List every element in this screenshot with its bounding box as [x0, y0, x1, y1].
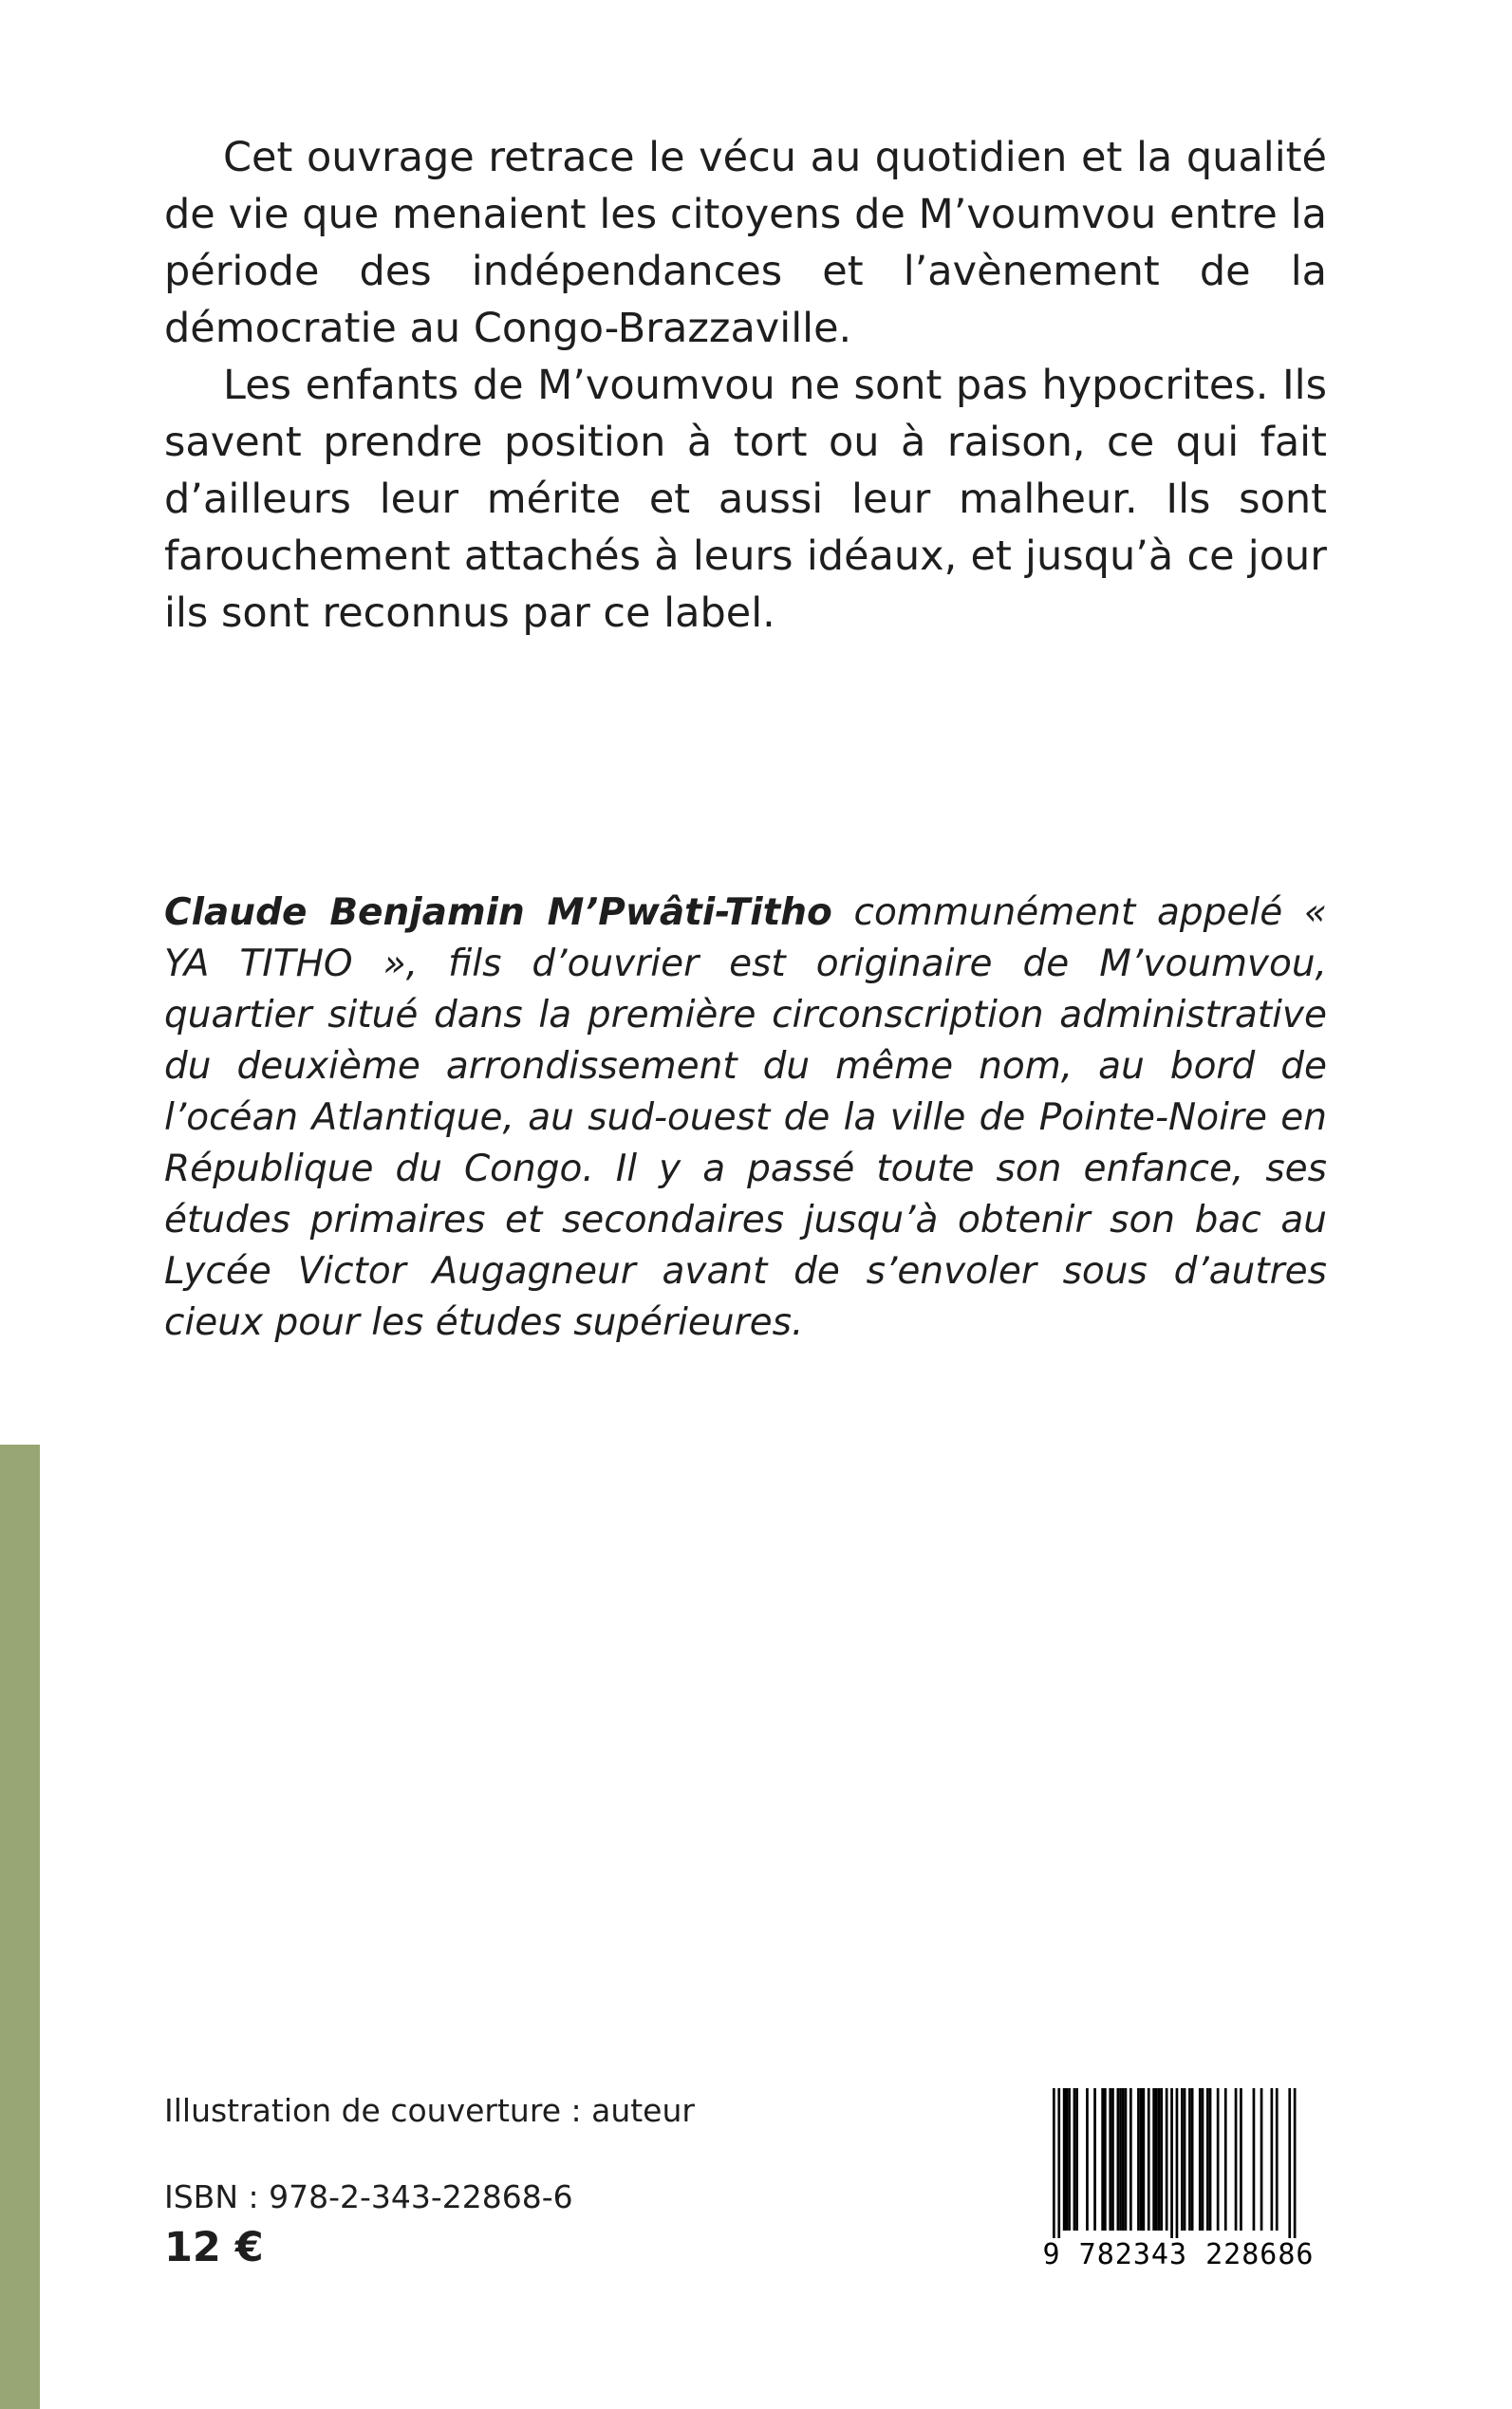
barcode-bar [1075, 2088, 1078, 2231]
barcode-bar [1191, 2088, 1194, 2231]
barcode-bar [1086, 2088, 1089, 2231]
barcode-bar [1260, 2088, 1263, 2231]
barcode-bar [1101, 2088, 1104, 2231]
barcode-bar [1057, 2088, 1060, 2238]
barcode-bar [1140, 2088, 1143, 2231]
barcode-bar [1143, 2088, 1146, 2231]
barcode-bar [1063, 2088, 1066, 2231]
barcode-bar [1202, 2088, 1204, 2231]
barcode-bar [1199, 2088, 1202, 2231]
barcode-bar [1119, 2088, 1122, 2231]
barcode-bar [1217, 2088, 1220, 2231]
barcode-bar [1148, 2088, 1150, 2231]
summary-blurb [164, 129, 1327, 642]
barcode-bar [1288, 2088, 1291, 2238]
barcode-bar [1176, 2088, 1179, 2238]
barcode-bar [1160, 2088, 1163, 2231]
barcode-bar [1053, 2088, 1055, 2238]
isbn-barcode [1030, 2088, 1327, 2288]
barcode-bar [1158, 2088, 1161, 2231]
barcode-bar [1271, 2088, 1274, 2231]
barcode-bar [1109, 2088, 1111, 2231]
barcode-bar [1240, 2088, 1242, 2231]
barcode-bar [1181, 2088, 1184, 2231]
barcode-bar [1224, 2088, 1227, 2231]
barcode-bar [1152, 2088, 1155, 2231]
author-bio-text: communément appelé « YA TITHO », fils d’ouvrier est originaire de M’voumvou, quartier situé dans la première circonscription administrative du deuxième arrondissement du même nom, au bord de l’océan Atlantique, au sud-ouest de la ville de Pointe-Noire en République du Congo. Il y a passé toute son enfance, ses études primaires et secondaires jusqu’à obtenir son bac au Lycée Victor Augagneur avant de s’envoler sous d’autres cieux pour les études supérieures. [164, 891, 1327, 1344]
barcode-bar [1129, 2088, 1132, 2231]
author-name: Claude Benjamin M’Pwâti-Titho [164, 891, 832, 934]
barcode-bar [1117, 2088, 1120, 2231]
barcode-bar [1209, 2088, 1212, 2231]
barcode-bar [1073, 2088, 1076, 2231]
barcode-digits: 9 782343 228686 [1042, 2238, 1315, 2271]
barcode-bar [1068, 2088, 1071, 2231]
cover-illustration-credit: Illustration de couverture : auteur [164, 2092, 695, 2129]
barcode-bar [1137, 2088, 1140, 2231]
barcode-bar [1122, 2088, 1125, 2231]
barcode-bar [1066, 2088, 1069, 2231]
barcode-bar [1294, 2088, 1297, 2238]
barcode-bar [1170, 2088, 1173, 2238]
barcode-bar [1111, 2088, 1114, 2231]
barcode-bar [1235, 2088, 1238, 2231]
barcode-bar [1093, 2088, 1096, 2231]
green-edge-band [0, 1445, 40, 2409]
barcode-bar [1188, 2088, 1191, 2231]
barcode-bar [1206, 2088, 1209, 2231]
isbn-number: ISBN : 978-2-343-22868-6 [164, 2178, 573, 2215]
author-bio [164, 887, 1327, 1349]
blurb-paragraph-1: Cet ouvrage retrace le vécu au quotidien et la qualité de vie que menaient les citoyens de M’voumvou entre la période des indépendances et l’avènement de la démocratie au Congo-Brazzaville. [164, 134, 1327, 352]
barcode-bars [1030, 2088, 1327, 2238]
barcode-bar [1104, 2088, 1107, 2231]
barcode-bar [1166, 2088, 1168, 2231]
barcode-bar [1253, 2088, 1256, 2231]
barcode-bar [1125, 2088, 1128, 2231]
barcode-bar [1184, 2088, 1186, 2231]
barcode-bar [1276, 2088, 1279, 2231]
blurb-paragraph-2: Les enfants de M’voumvou ne sont pas hypocrites. Ils savent prendre position à tort ou à raison, ce qui fait d’ailleurs leur mérite et aussi leur malheur. Ils sont farouchement attachés à leurs idéaux, et jusqu’à ce jour ils sont reconnus par ce label. [164, 362, 1327, 637]
price: 12 € [164, 2224, 264, 2271]
barcode-bar [1155, 2088, 1158, 2231]
